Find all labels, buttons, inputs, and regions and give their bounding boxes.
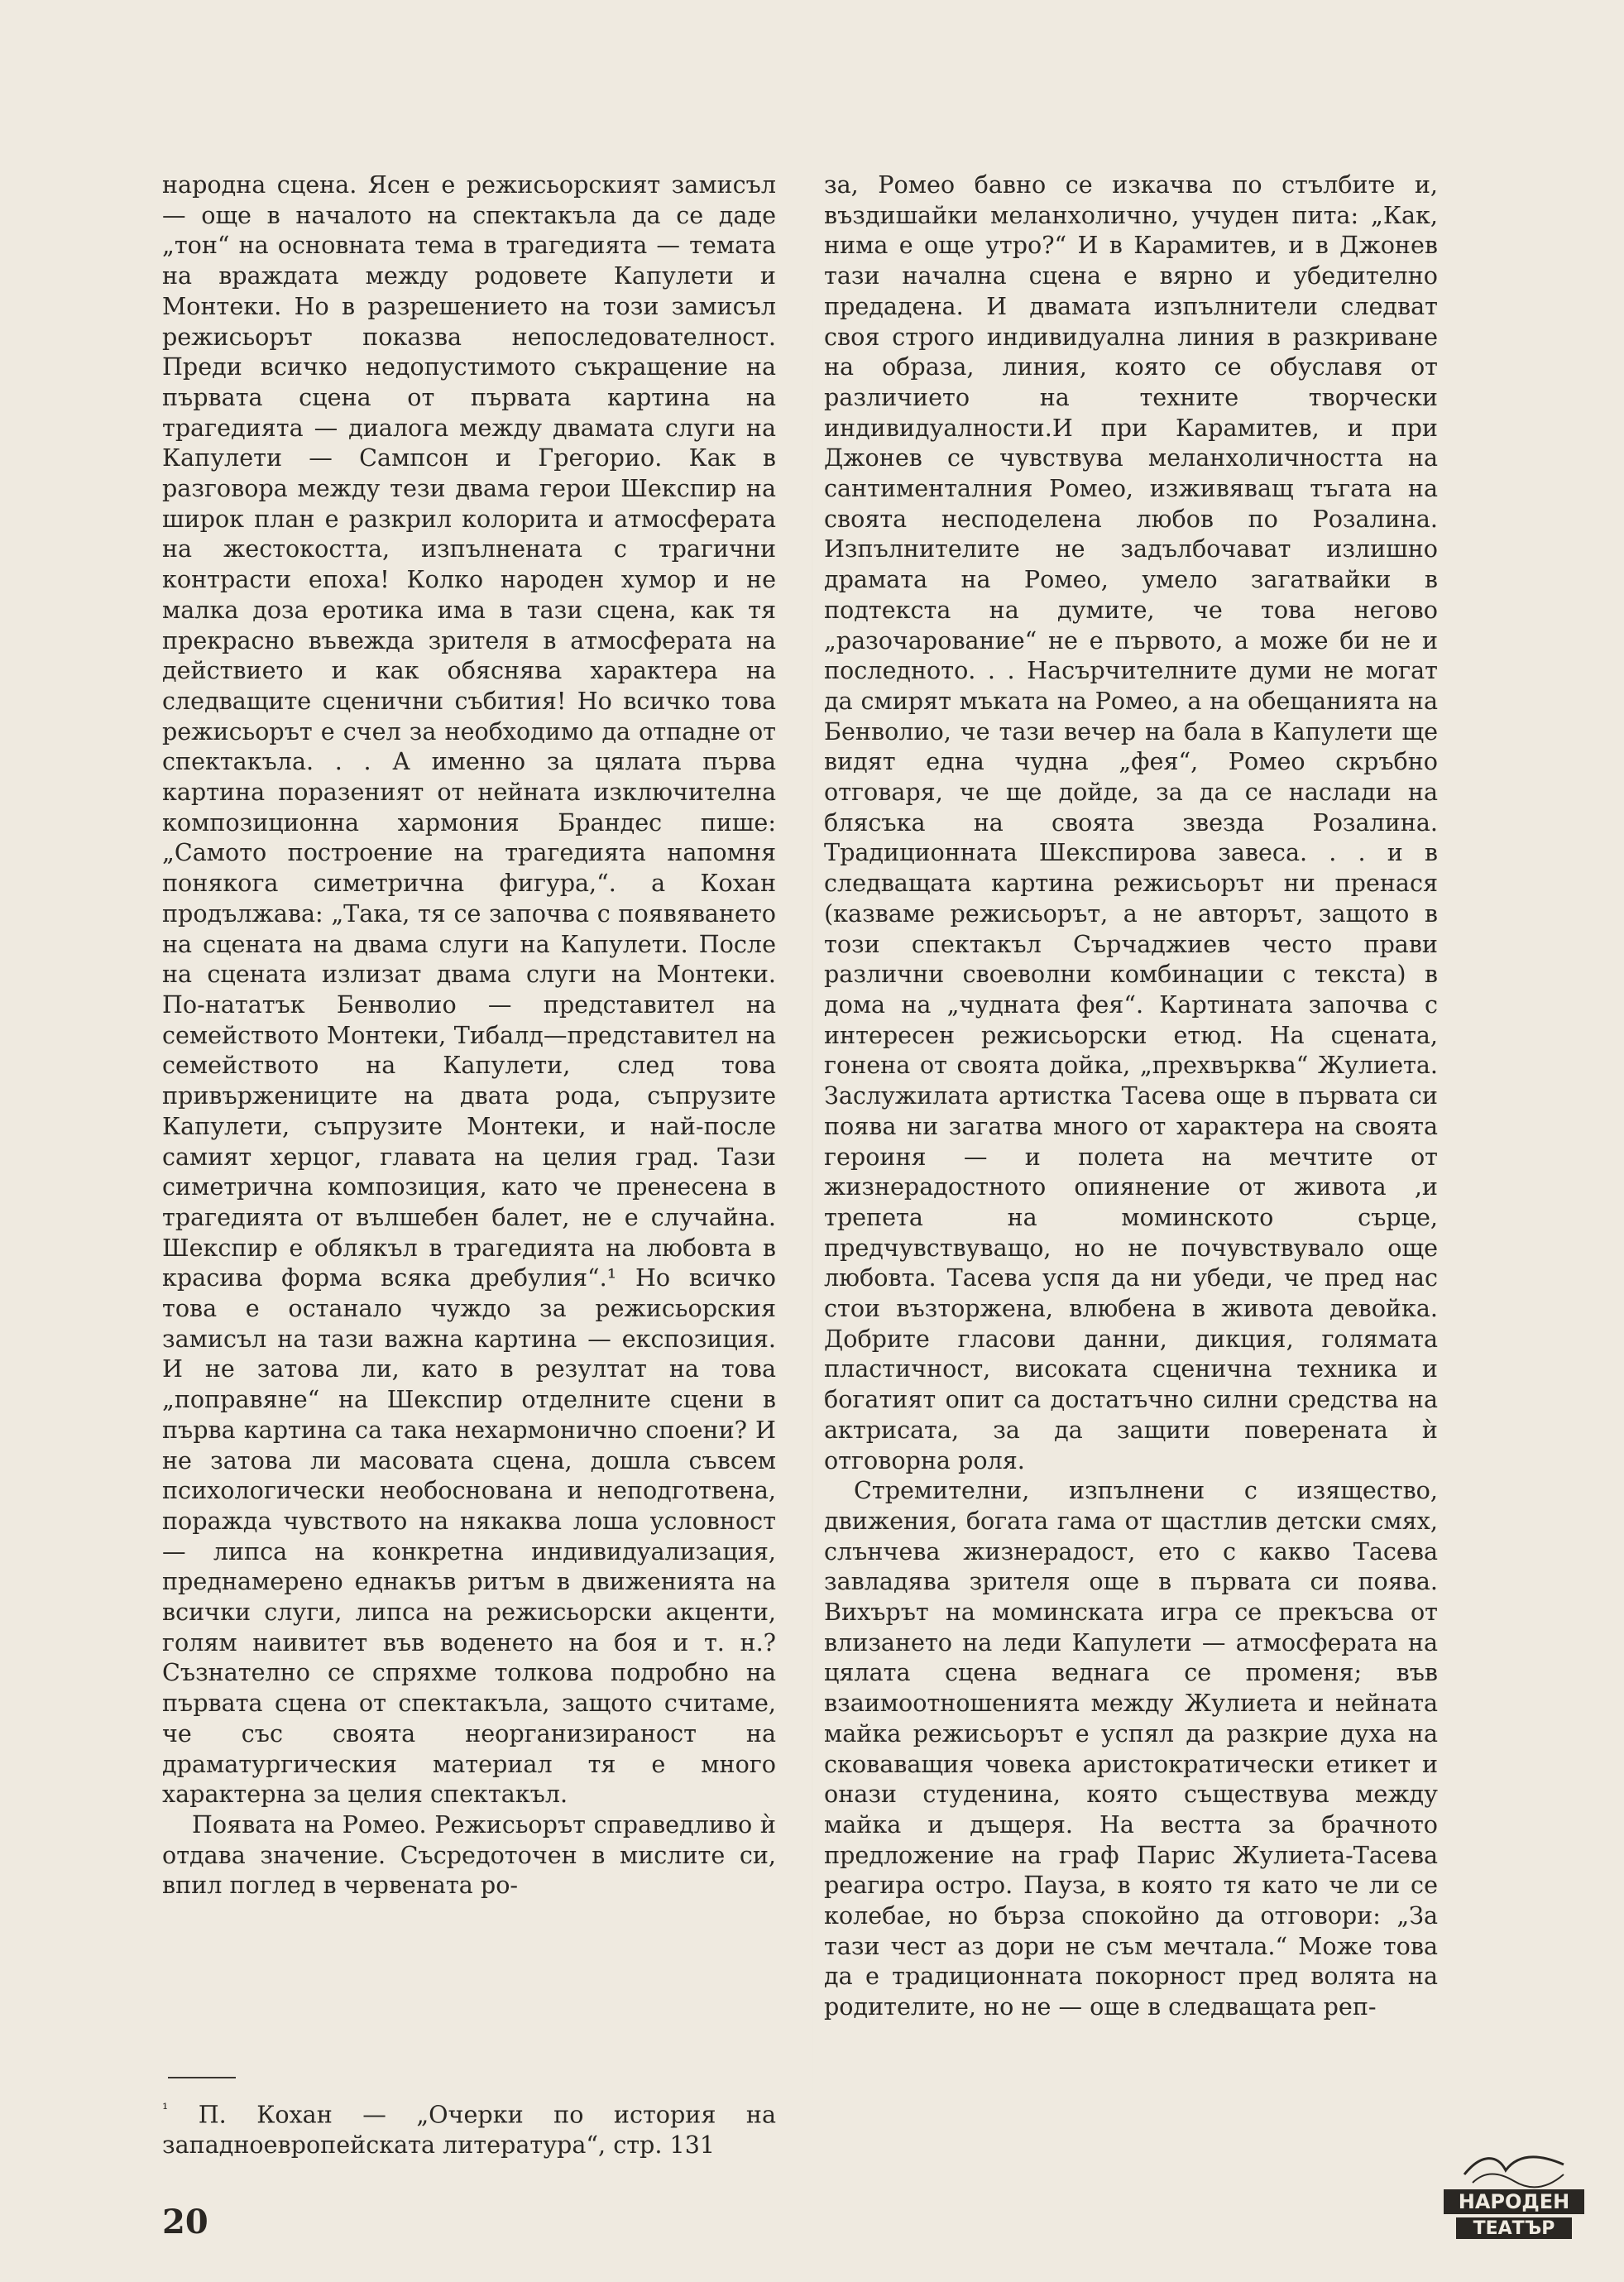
page-fold-mark — [812, 207, 813, 2176]
paragraph: Появата на Ромео. Режисьорът справедливо ѝ отдава значение. Съсредоточен в мислите си, впил поглед в червената ро- — [162, 1810, 776, 1900]
paragraph: за, Ромео бавно се изкачва по стълбите и, въздишайки меланхолично, учуден пита: „Как, нима е още утро?“ И в Карамитев, и в Джонев тази начална сцена е вярно и убедително предадена. И двамата изпълнители следват своя строго индивидуална линия в разкриване на образа, линия, която се обуславя от различието на техните творчески индивидуалности.И при Карамитев, и при Джонев се чувствува меланхоличността на сантименталния Ромео, изживяващ тъгата на своята несподелена любов по Розалина. Изпълнителите не задълбочават излишно драмата на Ромео, умело загатвайки в подтекста на думите, че това негово „разочарование“ не е първото, а може би не и последното. . . Насърчителните думи не могат да смирят мъката на Ромео, а на обещанията на Бенволио, че тази вечер на бала в Капулети ще видят една чудна „фея“, Ромео скръбно отговаря, че ще дойде, за да се наслади на блясъка на своята звезда Розалина. Традиционната Шекспирова завеса. . . и в следващата картина режисьорът ни пренася (казваме режисьорът, а не авторът, защото в този спектакъл Сърчаджиев често прави различни своеволни комбинации с текста) в дома на „чудната фея“. Картината започва с интересен режисьорски етюд. На сцената, гонена от своята дойка, „прехвърква“ Жулиета. Заслужилата артистка Тасева още в първата си поява ни загатва много от характера на своята героиня — и полета на мечтите от жизнерадостното опиянение от живота ,и трепета на моминското сърце, предчувствуващо, но не почувствувало още любовта. Тасева успя да ни убеди, че пред нас стои възторжена, влюбена в живота девойка. Добрите гласови данни, дикция, голямата пластичност, високата сценична техника и богатият опит са достатъчно силни средства на актрисата, за да защити поверената ѝ отговорна роля. — [824, 170, 1438, 1474]
footnote-marker: ¹ — [162, 2101, 169, 2118]
page-number: 20 — [162, 2203, 208, 2241]
right-text-column — [824, 170, 1438, 2022]
paragraph: народна сцена. Ясен е режисьорският замисъл — още в началото на спектакъла да се даде „тон“ на основната тема в трагедията — темата на враждата между родовете Капулети и Монтеки. Но в разрешението на този замисъл режисьорът показва непоследователност. Преди всичко недопустимото съкращение на първата сцена от първата картина на трагедията — диалога между двамата слуги на Капулети — Сампсон и Грегорио. Как в разговора между тези двама герои Шекспир на широк план е разкрил колорита и атмосферата на жестокостта, изпълнената с трагични контрасти епоха! Колко народен хумор и не малка доза еротика има в тази сцена, как тя прекрасно въвежда зрителя в атмосферата на действието и как обяснява характера на следващите сценични събития! Но всичко това режисьорът е счел за необходимо да отпадне от спектакъла. . . А именно за цялата първа картина поразеният от нейната изключителна композиционна хармония Брандес пише: „Самото построение на трагедията напомня понякога симетрична фигура,“. а Кохан продължава: „Така, тя се започва с появяването на сцената на двама слуги на Капулети. После на сцената излизат двама слуги на Монтеки. По-нататък Бенволио — представител на семейството Монтеки, Тибалд—представител на семейството на Капулети, след това привържениците на двата рода, съпрузите Капулети, съпрузите Монтеки, и най-после самият херцог, главата на целия град. Тази симетрична композиция, като че пренесена в трагедията от вълшебен балет, не е случайна. Шекспир е облякъл в трагедията на любовта в красива форма всяка дребулия“.¹ Но всичко това е останало чуждо за режисьорския замисъл на тази важна картина — експозиция. И не затова ли, като в резултат на това „поправяне“ на Шекспир отделните сцени в първа картина са така нехармонично споени? И не затова ли масовата сцена, дошла съвсем психологически необоснована и неподготвена, поражда чувството на някаква лоша условност — липса на конкретна индивидуализация, преднамерено еднакъв ритъм в движенията на всички слуги, липса на режисьорски акценти, голям наивитет във воденето на боя и т. н.? Съзнателно се спряхме толкова подробно на първата сцена от спектакъла, защото считаме, че със своята неорганизираност на драматургическия материал тя е много характерна за целия спектакъл. — [162, 170, 776, 1809]
footnote-text: П. Кохан — „Очерки по история на западноевропейската литература“, стр. 131 — [162, 2100, 776, 2160]
stamp-line1: НАРОДЕН — [1458, 2190, 1570, 2213]
theatre-stamp-logo — [1440, 2150, 1588, 2241]
left-text-column — [162, 170, 776, 1901]
stamp-line2: ТЕАТЪР — [1473, 2218, 1555, 2239]
paragraph: Стремителни, изпълнени с изящество, движения, богата гама от щастлив детски смях, слънчева жизнерадост, ето с какво Тасева завладява зрителя още в първата си поява. Вихърът на моминската игра се прекъсва от влизането на леди Капулети — атмосферата на цялата сцена веднага се променя; във взаимоотношенията между Жулиета и нейната майка режисьорът е успял да разкрие духа на сковаващия човека аристократически етикет и онази студенина, която съществува между майка и дъщеря. На вестта за брачното предложение на граф Парис Жулиета-Тасева реагира остро. Пауза, в която тя като че ли се колебае, но бърза спокойно да отговори: „За тази чест аз дори не съм мечтала.“ Може това да е традиционната покорност пред волята на родителите, но не — още в следващата реп- — [824, 1476, 1438, 2021]
footnote — [162, 2095, 776, 2160]
footnote-divider — [168, 2077, 236, 2078]
